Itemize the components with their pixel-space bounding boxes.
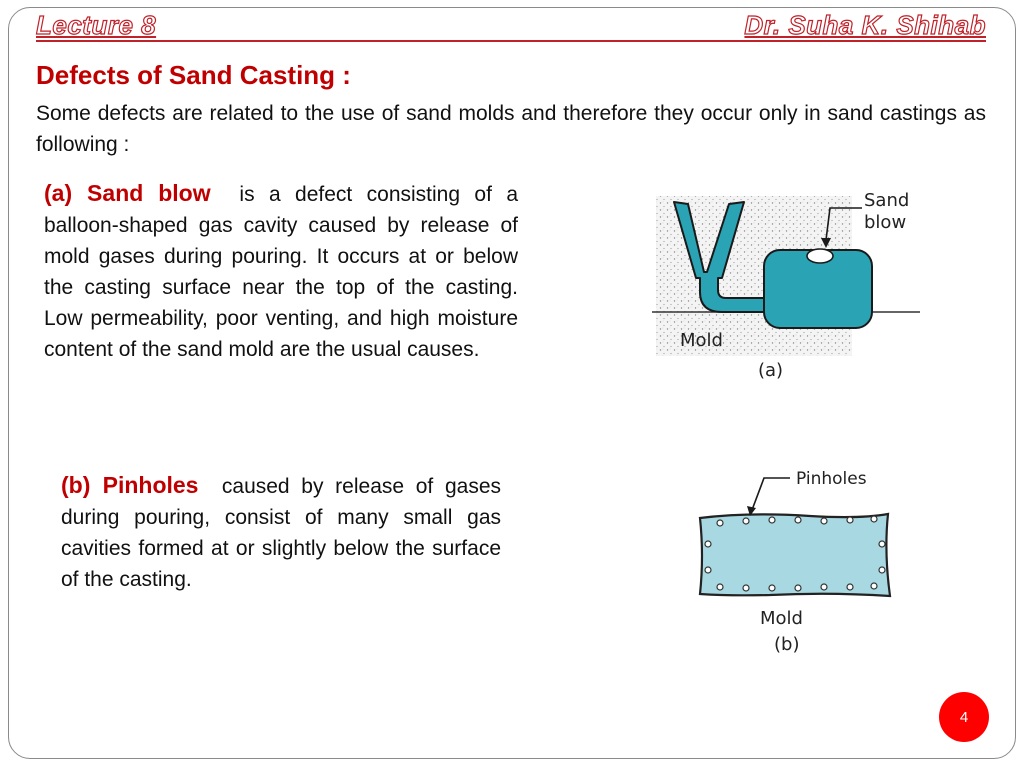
pinholes-figure (690, 462, 930, 662)
mold-label-a: Mold (680, 330, 723, 351)
pinholes-description: caused by release of gases during pouring, consist of many small gas cavities formed at or slightly below the surface of the casting. (61, 475, 501, 591)
page-number-badge: 4 (939, 692, 989, 742)
lecture-header: Lecture 8 (36, 10, 157, 40)
sand-blow-bubble (807, 249, 833, 263)
sand-blow-figure (652, 180, 942, 386)
page-title: Defects of Sand Casting : (36, 60, 351, 90)
sand-blow-paragraph (44, 178, 518, 365)
pinholes-paragraph (61, 470, 501, 595)
mold-label-b: Mold (760, 608, 803, 629)
sand-blow-label-line1: Sand (864, 190, 910, 211)
intro-paragraph: Some defects are related to the use of sand molds and therefore they occur only in sand castings as following : (36, 102, 986, 156)
caption-a: (a) (758, 360, 784, 381)
pinholes-term: (b) Pinholes (61, 472, 199, 498)
sand-blow-term: (a) Sand blow (44, 180, 211, 206)
sand-blow-description: is a defect consisting of a balloon-shaped gas cavity caused by release of mold gases during pouring. It occurs at or below the casting surface near the top of the casting. Low permeability, poor venting, and high moisture content of the sand mold are the usual causes. (44, 183, 519, 361)
header-divider (36, 40, 986, 42)
pinholes-label: Pinholes (796, 469, 867, 489)
pinholes-leader (752, 478, 790, 510)
sand-blow-label-line2: blow (864, 212, 907, 233)
caption-b: (b) (774, 634, 800, 655)
author-header: Dr. Suha K. Shihab (744, 10, 986, 40)
pinholes-casting (700, 514, 890, 596)
